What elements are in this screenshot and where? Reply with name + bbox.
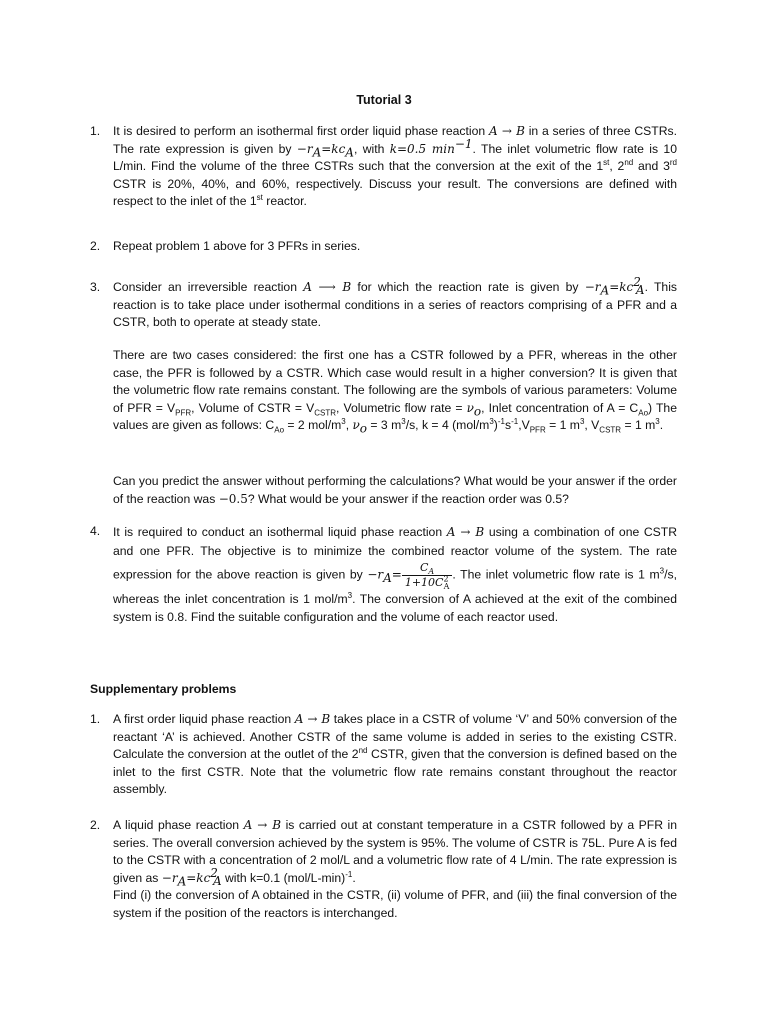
problem-2-text: Repeat problem 1 above for 3 PFRs in series.: [113, 239, 361, 253]
problem-1-number: 1.: [90, 124, 101, 138]
supplementary-1-text: A first order liquid phase reaction A → B takes place in a CSTR of volume ‘V’ and 50% conversion of the reactant ‘A’ is achieved. Another CSTR of the same volume is added in series to the existing CSTR. Calculate the conversion at the outlet of the 2nd CSTR, given that the conversion is defined based on the inlet to the first CSTR. Note that the volumetric flow rate remains constant throughout the reactor assembly.: [113, 712, 678, 797]
reaction-equation: A → B: [488, 124, 525, 138]
supplementary-1-number: 1.: [90, 712, 101, 726]
rate-fraction: $\frac{C_A}{1+10C^2_A}$: [402, 561, 453, 590]
problem-3-paragraph-3: Can you predict the answer without performing the calculations? What would be your answer if the order of the reaction was −0.5? What would be your answer if the reaction order was 0.5?: [113, 474, 677, 506]
problem-3-text: Consider an irreversible reaction A ⟶ B for which the reaction rate is given by $-r_A=kc^2_A$. This reaction is to take place under isothermal conditions in a series of reactors comprising of a PFR and a CSTR, both to operate at steady state.: [113, 274, 677, 330]
problem-3-paragraph-2: There are two cases considered: the first one has a CSTR followed by a PFR, whereas in the other case, the PFR is followed by a CSTR. Which case would result in a higher conversion? It is given that the volumetric flow rate remains constant. The following are the symbols of various parameters: Volume of PFR = $V_{PFR}$, Volume of CSTR = $V_{CSTR}$, Volumetric flow rate = $\nu_o$, Inlet concentration of $A = C_{Ao}$) The values are given as follows: $C_{Ao} = 2$ mol/$m^3$, $\nu_o = 3$ $m^3/s$, k = 4 $(mol/m^3)^{-1}s^{-1},V_{PFR} = 1$ $m^3$, $V_{CSTR} = 1$ $m^3$.: [113, 348, 677, 436]
supplementary-heading: Supplementary problems: [90, 682, 237, 696]
problem-4-number: 4.: [90, 524, 101, 538]
problem-2-number: 2.: [90, 239, 101, 253]
supplementary-2-text: A liquid phase reaction A → B is carried out at constant temperature in a CSTR followed by a PFR in series. The overall conversion achieved by the system is 95%. The volume of CSTR is 75L. Pure A is fed to the CSTR with a concentration of 2 mol/L and a volumetric flow rate of 4 L/min. The rate expression is given as $-r_A=kc^2_A$ with k=0.1 $(mol/L-\min)^{-1}$. Find (i) the conversion of A obtained in the CSTR, (ii) volume of PFR, and (iii) the final conversion of the system if the position of the reactors is interchanged.: [113, 818, 678, 920]
problem-3-number: 3.: [90, 280, 101, 294]
page-title: Tutorial 3: [356, 93, 412, 107]
problem-1-text: It is desired to perform an isothermal first order liquid phase reaction A → B in a series of three CSTRs. The rate expression is given by $-r_A=kc_A$, with k=0.5 $\min^{-1}$. The inlet volumetric flow rate is 10 L/min. Find the volume of the three CSTRs such that the conversion at the exit of the 1st, 2nd and 3rd CSTR is 20%, 40%, and 60%, respectively. Discuss your result. The conversions are defined with respect to the inlet of the 1st reactor.: [113, 124, 677, 209]
problem-4-text: It is required to conduct an isothermal liquid phase reaction A → B using a combination of one CSTR and one PFR. The objective is to minimize the combined reactor volume of the system. The rate expression for the above reaction is given by $-r_A=$ $\frac{C_A}{1+10C^2_A}$ . The inlet volumetric flow rate is 1 $m^3/s$, whereas the inlet concentration is 1 mol/$m^3$. The conversion of A achieved at the exit of the combined system is 0.8. Find the suitable configuration and the volume of each reactor used.: [113, 525, 678, 625]
supplementary-2-number: 2.: [90, 818, 101, 832]
